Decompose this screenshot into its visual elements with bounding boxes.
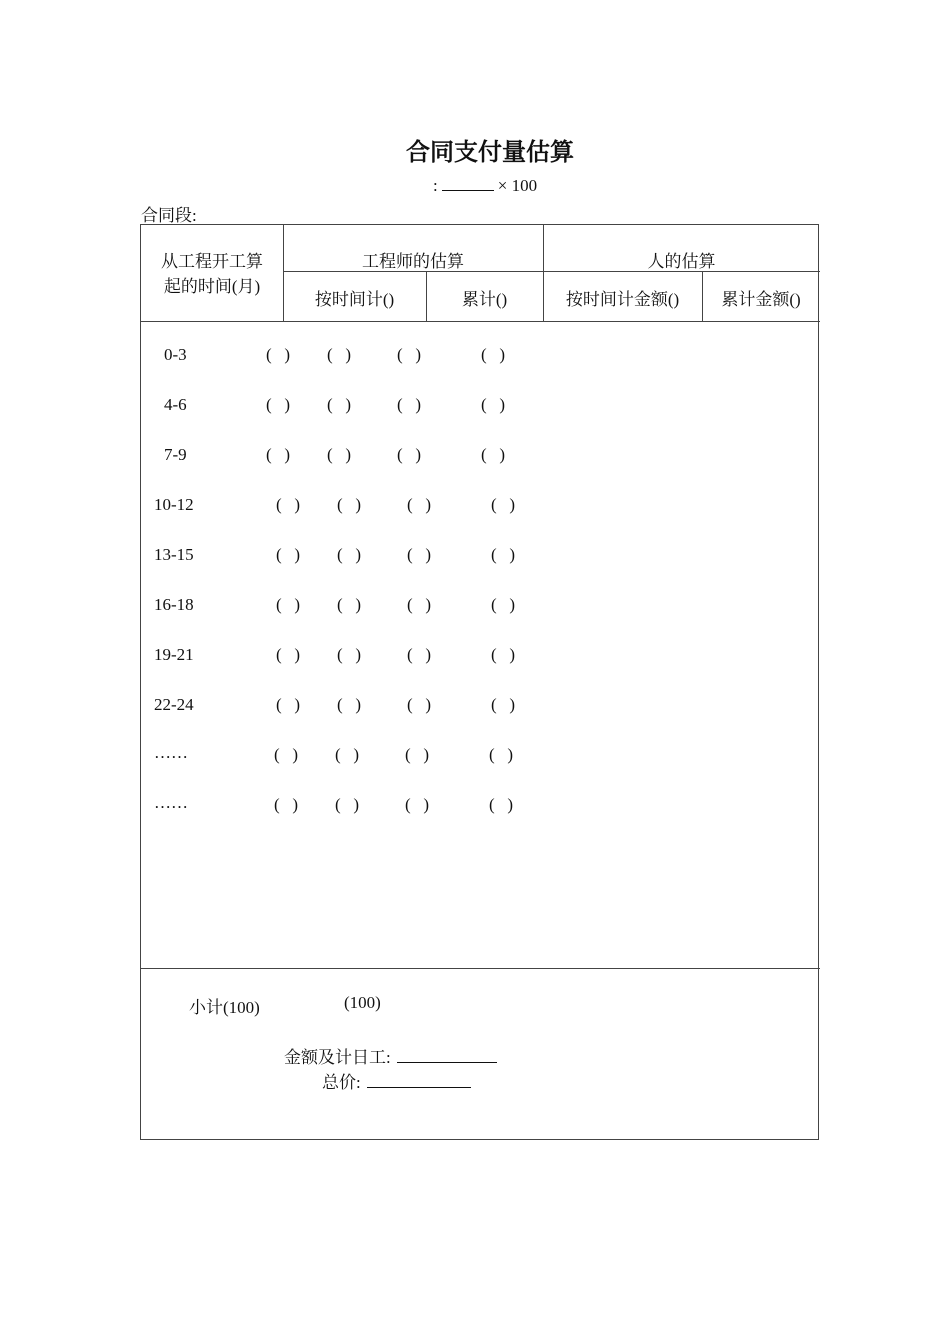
row-range: 0-3 — [164, 345, 187, 364]
engineer-period-cell[interactable]: ( ) — [266, 445, 291, 464]
engineer-period-cell[interactable]: ( ) — [276, 695, 301, 714]
contract-section-label: 合同段: — [141, 206, 197, 225]
total-price-blank[interactable] — [367, 1073, 471, 1088]
header-cumulative-amount: 累计金额() — [721, 290, 801, 309]
row-range: 4-6 — [164, 395, 187, 414]
engineer-cumulative-cell[interactable]: ( ) — [337, 495, 362, 514]
page-title: 合同支付量估算 — [406, 138, 574, 166]
person-cumulative-cell[interactable]: ( ) — [491, 495, 516, 514]
person-period-cell[interactable]: ( ) — [407, 545, 432, 564]
row-range: 7-9 — [164, 445, 187, 464]
engineer-cumulative-cell[interactable]: ( ) — [337, 545, 362, 564]
person-period-cell[interactable]: ( ) — [405, 745, 430, 764]
person-cumulative-cell[interactable]: ( ) — [491, 645, 516, 664]
person-period-cell[interactable]: ( ) — [407, 595, 432, 614]
person-cumulative-cell[interactable]: ( ) — [481, 395, 506, 414]
row-range: 22-24 — [154, 695, 194, 714]
table-row — [141, 695, 820, 719]
header-time-line1: 从工程开工算 — [161, 252, 263, 271]
engineer-period-cell[interactable]: ( ) — [274, 745, 299, 764]
row-range: 10-12 — [154, 495, 194, 514]
person-period-cell[interactable]: ( ) — [397, 395, 422, 414]
amount-and-daywork-line — [284, 1043, 497, 1068]
engineer-cumulative-cell[interactable]: ( ) — [335, 745, 360, 764]
table-row — [141, 595, 820, 619]
table-row — [141, 645, 820, 669]
subtitle-prefix: : — [433, 176, 438, 195]
estimate-table — [140, 224, 819, 1140]
table-row — [141, 545, 820, 569]
amount-and-daywork-blank[interactable] — [397, 1048, 497, 1063]
person-period-cell[interactable]: ( ) — [407, 495, 432, 514]
person-cumulative-cell[interactable]: ( ) — [489, 795, 514, 814]
subtotal-value: (100) — [344, 993, 381, 1012]
table-row — [141, 793, 820, 817]
row-range: …… — [154, 793, 188, 812]
estimate-number-line — [433, 176, 537, 196]
header-time-line2: 起的时间(月) — [163, 277, 261, 296]
header-cumulative: 累计() — [461, 290, 508, 309]
divider-footer — [141, 968, 820, 969]
engineer-period-cell[interactable]: ( ) — [266, 345, 291, 364]
engineer-period-cell[interactable]: ( ) — [276, 595, 301, 614]
engineer-cumulative-cell[interactable]: ( ) — [327, 445, 352, 464]
engineer-period-cell[interactable]: ( ) — [266, 395, 291, 414]
engineer-cumulative-cell[interactable]: ( ) — [337, 595, 362, 614]
divider-header-bottom — [141, 321, 820, 322]
engineer-period-cell[interactable]: ( ) — [276, 495, 301, 514]
table-row — [141, 445, 820, 469]
engineer-cumulative-cell[interactable]: ( ) — [327, 345, 352, 364]
engineer-cumulative-cell[interactable]: ( ) — [337, 695, 362, 714]
header-engineer-estimate: 工程师的估算 — [362, 252, 464, 271]
row-range: 16-18 — [154, 595, 194, 614]
engineer-period-cell[interactable]: ( ) — [276, 645, 301, 664]
row-range: 19-21 — [154, 645, 194, 664]
engineer-cumulative-cell[interactable]: ( ) — [335, 795, 360, 814]
table-row — [141, 345, 820, 369]
total-price-line — [322, 1068, 471, 1093]
person-cumulative-cell[interactable]: ( ) — [491, 595, 516, 614]
person-cumulative-cell[interactable]: ( ) — [481, 345, 506, 364]
person-period-cell[interactable]: ( ) — [405, 795, 430, 814]
amount-and-daywork-label: 金额及计日工: — [284, 1048, 391, 1067]
table-row — [141, 395, 820, 419]
engineer-period-cell[interactable]: ( ) — [276, 545, 301, 564]
header-person-estimate: 人的估算 — [647, 252, 716, 271]
person-cumulative-cell[interactable]: ( ) — [481, 445, 506, 464]
person-cumulative-cell[interactable]: ( ) — [491, 545, 516, 564]
estimate-number-blank[interactable] — [442, 176, 494, 191]
row-range: …… — [154, 743, 188, 762]
engineer-cumulative-cell[interactable]: ( ) — [327, 395, 352, 414]
person-period-cell[interactable]: ( ) — [407, 695, 432, 714]
header-period-amount: 按时间计金额() — [565, 290, 680, 309]
person-period-cell[interactable]: ( ) — [397, 445, 422, 464]
person-period-cell[interactable]: ( ) — [407, 645, 432, 664]
table-row — [141, 495, 820, 519]
subtotal-label: 小计(100) — [189, 998, 260, 1017]
header-by-period: 按时间计() — [314, 290, 395, 309]
total-price-label: 总价: — [322, 1073, 361, 1092]
person-period-cell[interactable]: ( ) — [397, 345, 422, 364]
subtitle-suffix: × 100 — [497, 176, 538, 195]
engineer-cumulative-cell[interactable]: ( ) — [337, 645, 362, 664]
engineer-period-cell[interactable]: ( ) — [274, 795, 299, 814]
table-row — [141, 743, 820, 767]
person-cumulative-cell[interactable]: ( ) — [489, 745, 514, 764]
row-range: 13-15 — [154, 545, 194, 564]
person-cumulative-cell[interactable]: ( ) — [491, 695, 516, 714]
